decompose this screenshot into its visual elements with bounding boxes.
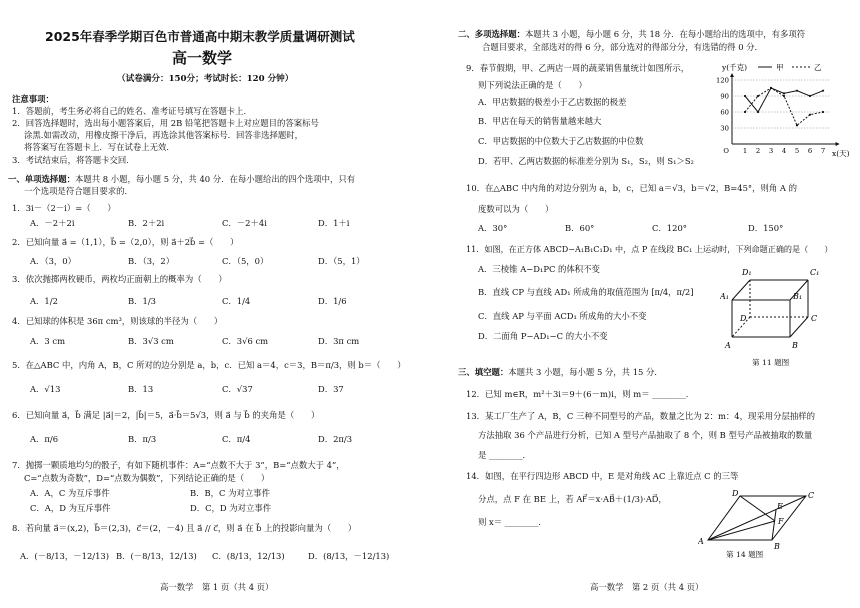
y-axis-arrow bbox=[730, 73, 734, 77]
question-3-stem: 3．依次抛掷两枚硬币，两枚均正面朝上的概率为（ ） bbox=[12, 274, 227, 284]
question-6-option-c: C．π/4 bbox=[222, 434, 251, 444]
cube-label-b: B bbox=[792, 341, 798, 350]
section2-desc-cont: 合题目要求，全部选对的得 6 分，部分选对的得部分分，有选错的得 0 分． bbox=[482, 42, 763, 52]
x-tick-label: 3 bbox=[768, 147, 774, 155]
question-9-option-a: A．甲店数据的极差小于乙店数据的极差 bbox=[478, 97, 627, 107]
figure14-label-d: D bbox=[732, 489, 739, 498]
legend-label-series-1: 甲 bbox=[776, 63, 784, 72]
section1-title: 一、单项选择题： bbox=[8, 174, 75, 184]
question-14-line-3: 则 x＝ ________． bbox=[478, 517, 547, 527]
series-1-point bbox=[822, 90, 824, 92]
question-9-option-d: D．若甲、乙两店数据的标准差分别为 S₁，S₂，则 S₁＞S₂ bbox=[478, 156, 694, 166]
notes-title: 注意事项： bbox=[12, 94, 54, 104]
question-3-option-b: B．1/3 bbox=[128, 296, 157, 306]
question-9-stem-cont: 则下列说法正确的是（ ） bbox=[478, 80, 587, 90]
diagonal-ac bbox=[708, 496, 806, 540]
question-8-option-d: D．(8/13，－12/13) bbox=[308, 551, 390, 561]
section3-heading bbox=[458, 367, 663, 378]
question-7-option-c: C．A，D 为互斥事件 bbox=[30, 503, 111, 513]
question-13-line-1: 13．某工厂生产了 A，B，C 三种不同型号的产品，数量之比为 2：m：4，现采用分层抽样的 bbox=[466, 411, 815, 421]
question-14-line-2: 分点，点 F 在 BE 上，若 AF⃗＝x·AB⃗＋(1/3)·AD⃗， bbox=[478, 494, 667, 504]
chart-ylabel: y(千克) bbox=[722, 63, 748, 72]
cube-figure bbox=[720, 255, 840, 355]
question-5-stem: 5．在△ABC 中，内角 A，B，C 所对的边分别是 a，b，c．已知 a＝4，c＝3，B＝π/3，则 b＝（ ） bbox=[12, 360, 406, 370]
question-4-option-c: C．3√6 cm bbox=[222, 336, 269, 346]
question-10-option-b: B．60° bbox=[565, 223, 595, 233]
section2-heading bbox=[458, 29, 805, 40]
series-1-point bbox=[744, 95, 746, 97]
series-1-point bbox=[796, 90, 798, 92]
question-2-option-a: A．（3，0） bbox=[30, 256, 77, 266]
cube-label-d1: D₁ bbox=[742, 268, 752, 277]
question-14-line-1: 14．如图，在平行四边形 ABCD 中，E 是对角线 AC 上靠近点 C 的三等 bbox=[466, 471, 739, 481]
question-11-stem: 11．如图，在正方体 ABCD−A₁B₁C₁D₁ 中，点 P 在线段 BC₁ 上运动时，下列命题正确的是（ ） bbox=[466, 244, 833, 254]
question-2-option-c: C．（5，0） bbox=[222, 256, 269, 266]
cube-label-a1: A₁ bbox=[720, 292, 729, 301]
x-tick-label: 1 bbox=[742, 147, 748, 155]
figure14-label-f: F bbox=[778, 517, 784, 526]
y-tick-label: 120 bbox=[716, 76, 729, 85]
question-5-option-c: C．√37 bbox=[222, 384, 253, 394]
question-9-option-c: C．甲店数据的中位数大于乙店数据的中位数 bbox=[478, 136, 644, 146]
x-tick-label: 7 bbox=[820, 147, 826, 155]
series-1-point bbox=[809, 95, 811, 97]
note-line: 3．考试结束后，将答题卡交回． bbox=[12, 155, 135, 165]
cube-label-c: C bbox=[811, 314, 818, 323]
x-axis-arrow bbox=[836, 142, 840, 146]
cube-label-c1: C₁ bbox=[810, 268, 820, 277]
question-13-line-3: 是 ________． bbox=[478, 450, 531, 460]
y-tick-label: 60 bbox=[720, 108, 729, 117]
question-6-stem: 6．已知向量 a⃗，b⃗ 满足 |a⃗|＝2，|b⃗|＝5，a⃗·b⃗＝5√3，则 a⃗ 与 b⃗ 的夹角是（ ） bbox=[12, 410, 320, 420]
question-10-option-d: D．150° bbox=[748, 223, 784, 233]
page-footer: 高一数学 第 2 页（共 4 页） bbox=[590, 582, 704, 592]
question-6-option-a: A．π/6 bbox=[30, 434, 59, 444]
chart-plot-area bbox=[716, 73, 840, 155]
chart-xlabel: x(天) bbox=[832, 149, 850, 158]
y-tick-label: 30 bbox=[720, 124, 729, 133]
section3-desc: 本题共 3 小题，每小题 5 分，共 15 分． bbox=[508, 367, 663, 377]
question-2-option-d: D．（5，1） bbox=[318, 256, 365, 266]
question-4-stem: 4．已知球的体积是 36π cm³，则该球的半径为（ ） bbox=[12, 316, 223, 326]
question-3-option-c: C．1/4 bbox=[222, 296, 251, 306]
question-9-stem: 9．春节假期，甲、乙两店一周的蔬菜销售量统计如图所示， bbox=[466, 63, 690, 73]
exam-page-2 bbox=[430, 0, 860, 608]
question-2-option-b: B．（3，2） bbox=[128, 256, 175, 266]
question-10-option-a: A．30° bbox=[478, 223, 508, 233]
question-10-stem: 10．在△ABC 中内角的对边分别为 a，b，c，已知 a＝√3，b＝√2，B=45°，则角 A 的 bbox=[466, 183, 797, 193]
series-2-point bbox=[770, 87, 772, 89]
section1-desc: 本题共 8 小题，每小题 5 分，共 40 分．在每小题给出的四个选项中，只有 bbox=[75, 174, 356, 184]
series-2-point bbox=[809, 114, 811, 116]
figure-11-caption: 第 11 题图 bbox=[752, 358, 790, 367]
question-5-option-a: A．√13 bbox=[30, 384, 61, 394]
question-8-option-c: C．(8/13，12/13) bbox=[212, 551, 285, 561]
section2-desc: 本题共 3 小题，每小题 6 分，共 18 分．在每小题给出的选项中，有多项符 bbox=[525, 29, 806, 39]
question-10-option-c: C．120° bbox=[652, 223, 687, 233]
series-line-1 bbox=[745, 88, 823, 112]
cube-label-b1: B₁ bbox=[793, 292, 803, 301]
note-line: 1．答题前，考生务必将自己的姓名、准考证号填写在答题卡上． bbox=[12, 106, 252, 116]
question-1-option-d: D．1＋i bbox=[318, 218, 350, 228]
question-4-option-b: B．3√3 cm bbox=[128, 336, 174, 346]
question-8-option-b: B．(－8/13，12/13) bbox=[116, 551, 197, 561]
question-8-stem: 8．若向量 a⃗＝(x,2)，b⃗＝(2,3)，c⃗＝(2，－4) 且 a⃗ // c⃗，则 a⃗ 在 b⃗ 上的投影向量为（ ） bbox=[12, 523, 357, 533]
segment-af bbox=[708, 521, 775, 540]
exam-title: 2025年春季学期百色市普通高中期末教学质量调研测试 bbox=[45, 29, 355, 44]
series-1-point bbox=[783, 92, 785, 94]
series-2-point bbox=[822, 111, 824, 113]
page-footer: 高一数学 第 1 页（共 4 页） bbox=[160, 582, 274, 592]
series-1-point bbox=[757, 111, 759, 113]
question-4-option-a: A．3 cm bbox=[30, 336, 66, 346]
cube-label-d: D bbox=[740, 314, 747, 323]
exam-info: （试卷满分：150分；考试时长：120 分钟） bbox=[117, 74, 294, 84]
x-tick-label: 5 bbox=[794, 147, 800, 155]
cube-edge bbox=[732, 280, 750, 300]
question-7-option-b: B．B，C 为对立事件 bbox=[190, 488, 271, 498]
question-5-option-b: B．13 bbox=[128, 384, 154, 394]
question-11-option-b: B．直线 CP 与直线 AD₁ 所成角的取值范围为 [π/4，π/2] bbox=[478, 287, 694, 297]
x-tick-label: 6 bbox=[807, 147, 813, 155]
series-2-point bbox=[757, 95, 759, 97]
note-line: 将答案写在答题卡上．写在试卷上无效． bbox=[24, 142, 175, 152]
question-1-option-c: C．－2＋4i bbox=[222, 218, 267, 228]
figure14-label-b: B bbox=[774, 542, 780, 550]
series-2-point bbox=[796, 124, 798, 126]
question-1-option-b: B．2＋2i bbox=[128, 218, 165, 228]
note-line: 2．回答选择题时，选出每小题答案后，用 2B 铅笔把答题卡上对应题目的答案标号 bbox=[12, 118, 319, 128]
section1-desc-cont: 一个选项是符合题目要求的． bbox=[24, 186, 133, 196]
question-7-stem-cont: C=“点数为奇数”，D=“点数为偶数”，下列结论正确的是（ ） bbox=[24, 473, 270, 483]
cube-edge bbox=[790, 317, 808, 337]
question-11-option-d: D．二面角 P−AD₁−C 的大小不变 bbox=[478, 331, 608, 341]
question-4-option-d: D．3π cm bbox=[318, 336, 360, 346]
series-2-point bbox=[744, 111, 746, 113]
question-3-option-d: D．1/6 bbox=[318, 296, 347, 306]
note-line: 涂黑.如需改动，用橡皮擦干净后，再选涂其他答案标号．回答非选择题时， bbox=[24, 130, 304, 140]
figure-14-caption: 第 14 题图 bbox=[726, 550, 764, 559]
question-1-stem: 1．3i－（2－i）=（ ） bbox=[12, 203, 116, 213]
cube-label-a: A bbox=[725, 341, 731, 350]
question-6-option-b: B．π/3 bbox=[128, 434, 157, 444]
question-3-option-a: A．1/2 bbox=[30, 296, 58, 306]
question-2-stem: 2．已知向量 a⃗ =（1,1），b⃗ =（2,0），则 a⃗＋2b⃗ =（ ） bbox=[12, 237, 239, 247]
question-10-stem-cont: 度数可以为（ ） bbox=[478, 204, 554, 214]
parallelogram-figure bbox=[698, 488, 818, 550]
question-11-option-a: A．三棱锥 A−D₁PC 的体积不变 bbox=[478, 264, 600, 274]
section1-heading bbox=[8, 174, 355, 185]
x-tick-label: 2 bbox=[755, 147, 761, 155]
question-7-stem: 7．抛掷一颗质地均匀的骰子，有如下随机事件：A=“点数不大于 3”，B=“点数大于 4”， bbox=[12, 460, 345, 470]
figure14-label-e: E bbox=[777, 502, 783, 511]
origin-label: O bbox=[723, 147, 729, 155]
question-11-option-c: C．直线 AP 与平面 ACD₁ 所成角的大小不变 bbox=[478, 311, 647, 321]
question-6-option-d: D．2π/3 bbox=[318, 434, 353, 444]
section3-title: 三、填空题： bbox=[458, 367, 509, 377]
section2-title: 二、多项选择题： bbox=[458, 29, 525, 39]
x-tick-label: 4 bbox=[781, 147, 787, 155]
question-7-option-d: D．C，D 为对立事件 bbox=[190, 503, 272, 513]
question-9-option-b: B．甲店在每天的销售量越来越大 bbox=[478, 116, 602, 126]
q9-sales-line-chart bbox=[710, 60, 852, 160]
question-12: 12．已知 m∈R，m²＋3i＝9＋(6－m)i，则 m＝ ________． bbox=[466, 389, 695, 399]
figure14-label-a: A bbox=[698, 537, 704, 546]
question-13-line-2: 方法抽取 36 个产品进行分析，已知 A 型号产品抽取了 8 个，则 B 型号产品被抽取的数量 bbox=[478, 430, 813, 440]
figure14-label-c: C bbox=[808, 491, 815, 500]
y-tick-label: 90 bbox=[720, 92, 729, 101]
question-1-option-a: A．－2＋2i bbox=[30, 218, 75, 228]
series-2-point bbox=[783, 95, 785, 97]
question-7-option-a: A．A，C 为互斥事件 bbox=[30, 488, 110, 498]
question-8-option-a: A．(－8/13，－12/13) bbox=[20, 551, 110, 561]
legend-label-series-2: 乙 bbox=[814, 63, 822, 72]
question-5-option-d: D．37 bbox=[318, 384, 344, 394]
subject-title: 高一数学 bbox=[172, 49, 233, 67]
